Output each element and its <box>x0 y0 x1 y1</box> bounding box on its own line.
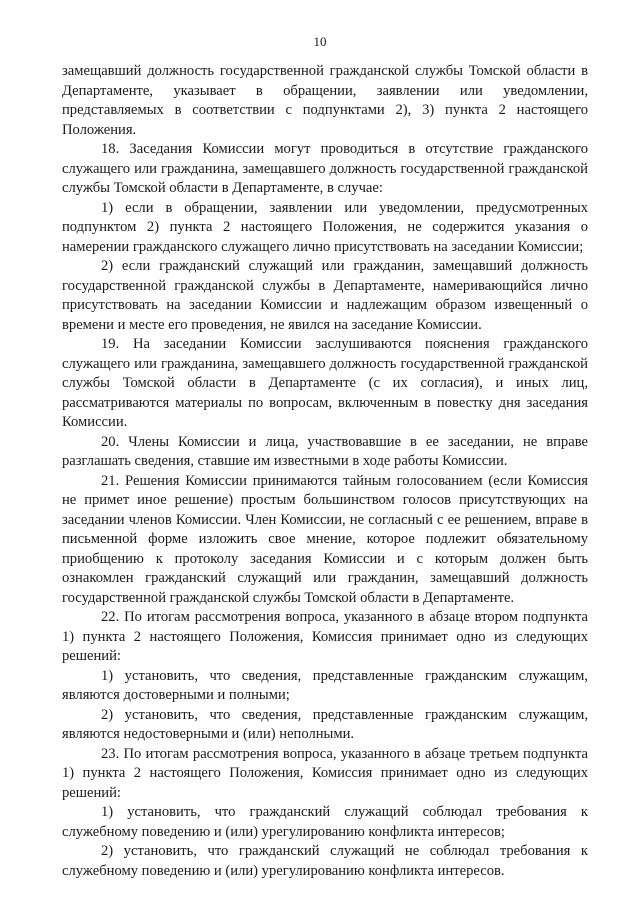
paragraph-18-item-2: 2) если гражданский служащий или гражданин, замещавший должность государственной гражданской службы в Департаменте, намеривающийся лично присутствовать на заседании Комиссии и надлежащим образом извещенный о времени и месте его проведения, не явился на заседание Комиссии. <box>62 258 588 333</box>
paragraph-19: 19. На заседании Комиссии заслушиваются пояснения гражданского служащего или гражданина, замещавшего должность государственной гражданской службы Томской области в Департаменте (с их согласия), и иных лиц, рассматриваются материалы по вопросам, включенным в повестку дня заседания Комиссии. <box>62 336 588 430</box>
paragraph-18-item-1: 1) если в обращении, заявлении или уведомлении, предусмотренных подпунктом 2) пункта 2 настоящего Положения, не содержится указания о намерении гражданского служащего лично присутствовать на заседании Комиссии; <box>62 199 588 255</box>
paragraph-22: 22. По итогам рассмотрения вопроса, указанного в абзаце втором подпункта 1) пункта 2 настоящего Положения, Комиссия принимает одно из следующих решений: <box>62 609 588 664</box>
paragraph-continuation: замещавший должность государственной гражданской службы Томской области в Департаменте, указывает в обращении, заявлении или уведомлении, представляемых в соответствии с подпунктами 2), 3) пункта 2 настоящего Положения. <box>62 63 588 138</box>
paragraph-23-item-2: 2) установить, что гражданский служащий не соблюдал требования к служебному поведению и (или) урегулированию конфликта интересов. <box>62 843 588 879</box>
paragraph-21: 21. Решения Комиссии принимаются тайным голосованием (если Комиссия не примет иное решение) простым большинством голосов присутствующих на заседании членов Комиссии. Член Комиссии, не согласный с ее решением, вправе в письменной форме изложить свое мнение, которое подлежит обязательному приобщению к протоколу заседания Комиссии и с которым должен быть ознакомлен гражданский служащий или гражданин, замещавший должность государственной гражданской службы Томской области в Департаменте. <box>62 472 588 606</box>
paragraph-22-item-2: 2) установить, что сведения, представленные гражданским служащим, являются недостоверными и (или) неполными. <box>62 706 588 742</box>
paragraph-22-item-1: 1) установить, что сведения, представленные гражданским служащим, являются достоверными и полными; <box>62 667 588 703</box>
paragraph-18: 18. Заседания Комиссии могут проводиться в отсутствие гражданского служащего или гражданина, замещавшего должность государственной гражданской службы Томской области в Департаменте, в случае: <box>62 141 588 196</box>
page-number: 10 <box>313 34 327 49</box>
paragraph-23: 23. По итогам рассмотрения вопроса, указанного в абзаце третьем подпункта 1) пункта 2 настоящего Положения, Комиссия принимает одно из следующих решений: <box>62 745 588 801</box>
paragraph-20: 20. Члены Комиссии и лица, участвовавшие в ее заседании, не вправе разглашать сведения, ставшие им известными в ходе работы Комиссии. <box>62 433 588 469</box>
paragraph-23-item-1: 1) установить, что гражданский служащий соблюдал требования к служебному поведению и (или) урегулированию конфликта интересов; <box>62 804 588 840</box>
document-body <box>62 62 588 881</box>
